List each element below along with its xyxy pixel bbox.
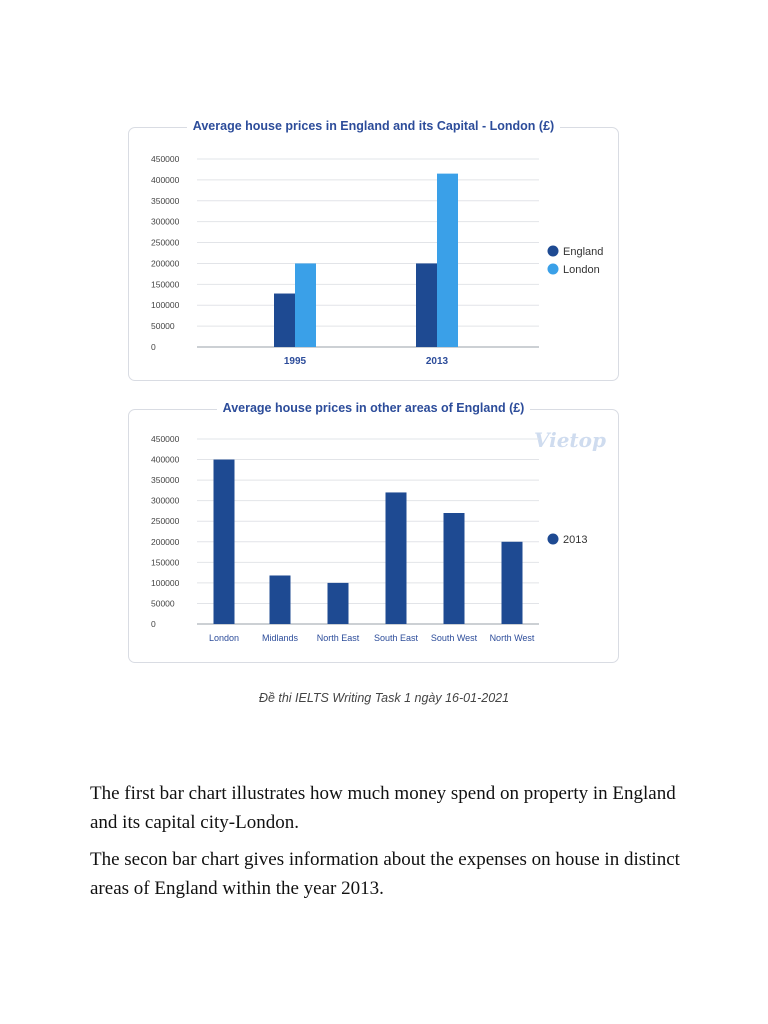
chart-2-svg	[129, 410, 620, 664]
y-tick-label: 100000	[151, 577, 180, 588]
x-category-label: South East	[373, 633, 419, 643]
chart-1-title: Average house prices in England and its Capital - London (£)	[129, 119, 618, 133]
bar-2013-north-west	[502, 542, 523, 624]
bar-london-2013	[437, 174, 458, 347]
y-tick-label: 450000	[151, 434, 180, 444]
x-category-label: Midlands	[261, 633, 299, 643]
bar-london-1995	[295, 263, 316, 347]
y-tick-label: 150000	[151, 557, 180, 568]
chart-2-title: Average house prices in other areas of England (£)	[129, 401, 618, 415]
y-tick-label: 0	[151, 619, 156, 629]
bar-2013-north-east	[328, 583, 349, 624]
y-tick-label: 50000	[151, 321, 175, 332]
y-tick-label: 300000	[151, 216, 180, 227]
legend-label: England	[563, 246, 604, 258]
bar-england-1995	[274, 294, 295, 347]
bar-england-2013	[416, 263, 437, 347]
bar-2013-midlands	[270, 575, 291, 624]
bar-2013-south-east	[386, 492, 407, 624]
y-tick-label: 150000	[151, 279, 180, 290]
chart-1-svg	[129, 128, 620, 382]
y-tick-label: 200000	[151, 258, 180, 269]
x-category-label: South West	[430, 633, 478, 643]
chart-2-card	[128, 401, 619, 663]
x-category-label: 2013	[425, 356, 449, 367]
vietop-logo: Vietop	[533, 428, 606, 452]
paragraph-2: The secon bar chart gives information about the expenses on house in distinct areas of England within the year 2013.	[90, 849, 680, 899]
x-category-label: London	[208, 633, 240, 643]
legend-label: 2013	[563, 534, 588, 546]
y-tick-label: 400000	[151, 174, 180, 185]
y-tick-label: 250000	[151, 237, 180, 248]
legend-swatch	[548, 246, 559, 257]
legend-label: London	[563, 264, 600, 276]
legend-swatch	[548, 264, 559, 275]
legend-swatch	[548, 534, 559, 545]
y-tick-label: 50000	[151, 598, 175, 609]
y-tick-label: 0	[151, 342, 156, 352]
bar-2013-london	[214, 460, 235, 624]
y-tick-label: 350000	[151, 475, 180, 486]
x-category-label: 1995	[283, 356, 307, 367]
y-tick-label: 100000	[151, 300, 180, 311]
y-tick-label: 250000	[151, 516, 180, 527]
y-tick-label: 400000	[151, 454, 180, 465]
chart-1-card	[128, 119, 619, 381]
y-tick-label: 200000	[151, 536, 180, 547]
paragraph-1: The first bar chart illustrates how much money spend on property in England and its capital city-London.	[90, 783, 676, 833]
x-category-label: North West	[489, 633, 535, 643]
y-tick-label: 350000	[151, 195, 180, 206]
y-tick-label: 300000	[151, 495, 180, 506]
y-tick-label: 450000	[151, 154, 180, 164]
source-caption: Đề thi IELTS Writing Task 1 ngày 16-01-2021	[258, 691, 510, 705]
bar-2013-south-west	[444, 513, 465, 624]
x-category-label: North East	[316, 633, 360, 643]
